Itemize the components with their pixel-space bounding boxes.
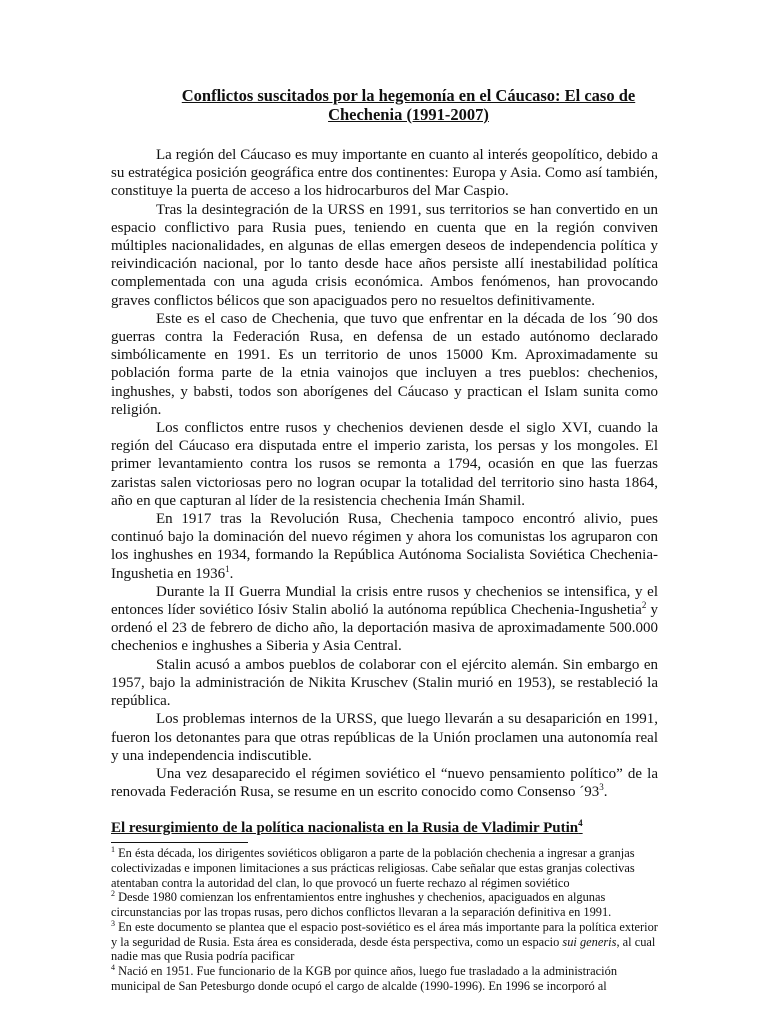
footnote — [111, 890, 658, 919]
footnote-reference[interactable]: 4 — [578, 818, 583, 829]
paragraph-text-tail: y ordenó el 23 de febrero de dicho año, la deportación masiva de aproximadamente 500.000 chechenios e inghushes a Siberia y Asia Central. — [111, 602, 658, 655]
body-paragraph — [111, 710, 658, 765]
footnote-text-tail: , al cual nadie mas que Rusia podría pacificar — [111, 934, 656, 964]
footnote-mark: 2 — [111, 889, 115, 899]
paragraph-text-tail: . — [229, 565, 234, 582]
paragraph-text: Este es el caso de Chechenia, que tuvo que enfrentar en la década de los ´90 dos guerras contra la Federación Rusa, en defensa de un estado autónomo declarado simbólicamente en 1991. Es un territorio de unos 15000 Km. Aproximadamente su población forma parte de la etnia vainojos que incluyen a tres pueblos: chechenios, inghushes, y babsti, todos son aborígenes del Cáucaso y practican el Islam sunita como religión. — [111, 310, 658, 418]
footnote-reference[interactable]: 3 — [599, 782, 604, 793]
paragraph-text: Los problemas internos de la URSS, que luego llevarán a su desaparición en 1991, fueron los detonantes para que otras repúblicas de la Unión proclamen una autonomía real y una independencia indiscutible. — [111, 711, 658, 764]
footnote-text: Nació en 1951. Fue funcionario de la KGB por quince años, luego fue trasladado a la administración municipal de San Petesburgo donde ocupó el cargo de alcalde (1990-1996). En 1996 se incorporó al — [111, 963, 618, 993]
section-heading — [111, 819, 658, 837]
footnote — [111, 964, 658, 993]
body-paragraph — [111, 146, 658, 201]
document-title: Conflictos suscitados por la hegemonía en el Cáucaso: El caso de Chechenia (1991-2007) — [181, 86, 636, 124]
footnote-reference[interactable]: 2 — [641, 600, 647, 611]
paragraph-text: Tras la desintegración de la URSS en 1991, sus territorios se han convertido en un espacio conflictivo para Rusia pues, teniendo en cuenta que en la región conviven múltiples nacionalidades, en algunas de ellas emergen deseos de independencia política y reivindicación nacional, por lo tanto desde hace años persiste allí inestabilidad política complementada con una aguda crisis económica. Ambos fenómenos, han provocando graves conflictos bélicos que son apaciguados pero no resueltos definitivamente. — [111, 201, 658, 309]
body-paragraph — [111, 765, 658, 801]
body-paragraph — [111, 201, 658, 310]
footnote — [111, 920, 658, 964]
footnote-mark: 4 — [111, 962, 115, 972]
footnote-reference[interactable]: 1 — [225, 563, 230, 574]
body-paragraph — [111, 583, 658, 656]
paragraph-text-tail: . — [603, 784, 608, 801]
paragraph-text: La región del Cáucaso es muy importante en cuanto al interés geopolítico, debido a su estratégica posición geográfica entre dos continentes: Europa y Asia. Como así también, constituye la puerta de acceso a los hidrocarburos del Mar Caspio. — [111, 147, 658, 200]
section-heading-text: El resurgimiento de la política nacionalista en la Rusia de Vladimir Putin — [111, 820, 579, 837]
footnote-separator — [111, 842, 248, 843]
body-paragraph — [111, 310, 658, 419]
footnote-text: En ésta década, los dirigentes soviéticos obligaron a parte de la población chechenia a ingresar a granjas colectivizadas e imponen limitaciones a sus prácticas religiosas. Cabe señalar que estas granjas colectivas atentaban contra la autoridad del clan, lo que provocó un fuerte rechazo al régimen soviético — [111, 846, 635, 890]
footnotes — [111, 846, 658, 993]
body-paragraph — [111, 419, 658, 510]
page-content — [111, 86, 658, 993]
body-paragraph — [111, 656, 658, 711]
paragraph-text: En 1917 tras la Revolución Rusa, Chechenia tampoco encontró alivio, pues continuó bajo la dominación del nuevo régimen y ahora los comunistas los agruparon con los inghushes en 1934, formando la República Autónoma Socialista Soviética Chechenia-Ingushetia en 1936 — [111, 511, 658, 582]
paragraph-text: Una vez desaparecido el régimen soviético el “nuevo pensamiento político” de la renovada Federación Rusa, se resume en un escrito conocido como Consenso ´93 — [111, 765, 658, 801]
body-paragraph — [111, 510, 658, 583]
footnote-text: Desde 1980 comienzan los enfrentamientos entre inghushes y chechenios, apaciguados en algunas circunstancias por las tropas rusas, pero dichos conflictos llevaran a la separación definitiva en 1991. — [111, 890, 612, 920]
footnote-mark: 1 — [111, 845, 115, 855]
paragraph-text: Stalin acusó a ambos pueblos de colaborar con el ejército alemán. Sin embargo en 1957, bajo la administración de Nikita Kruschev (Stalin murió en 1953), se restableció la república. — [111, 656, 658, 710]
footnote — [111, 846, 658, 890]
paragraph-text: Los conflictos entre rusos y chechenios devienen desde el siglo XVI, cuando la región del Cáucaso era disputada entre el imperio zarista, los persas y los mongoles. El primer levantamiento contra los rusos se remonta a 1794, ocasión en que las fuerzas zaristas salen victoriosas pero no logran ocupar la totalidad del territorio sino hasta 1864, año en que capturan al líder de la resistencia chechenia Imán Shamil. — [111, 420, 658, 509]
footnote-italic-text: sui generis — [562, 934, 617, 949]
body-text — [111, 146, 658, 801]
footnote-mark: 3 — [111, 918, 115, 928]
paragraph-text: Durante la II Guerra Mundial la crisis entre rusos y chechenios se intensifica, y el entonces líder soviético Iósiv Stalin abolió la autónoma república Chechenia-Ingushetia — [111, 583, 658, 619]
footnote-text: En este documento se plantea que el espacio post-soviético es el área más importante para la política exterior y la seguridad de Rusia. Esta área es considerada, desde ésta perspectiva, como un espacio — [111, 919, 658, 949]
